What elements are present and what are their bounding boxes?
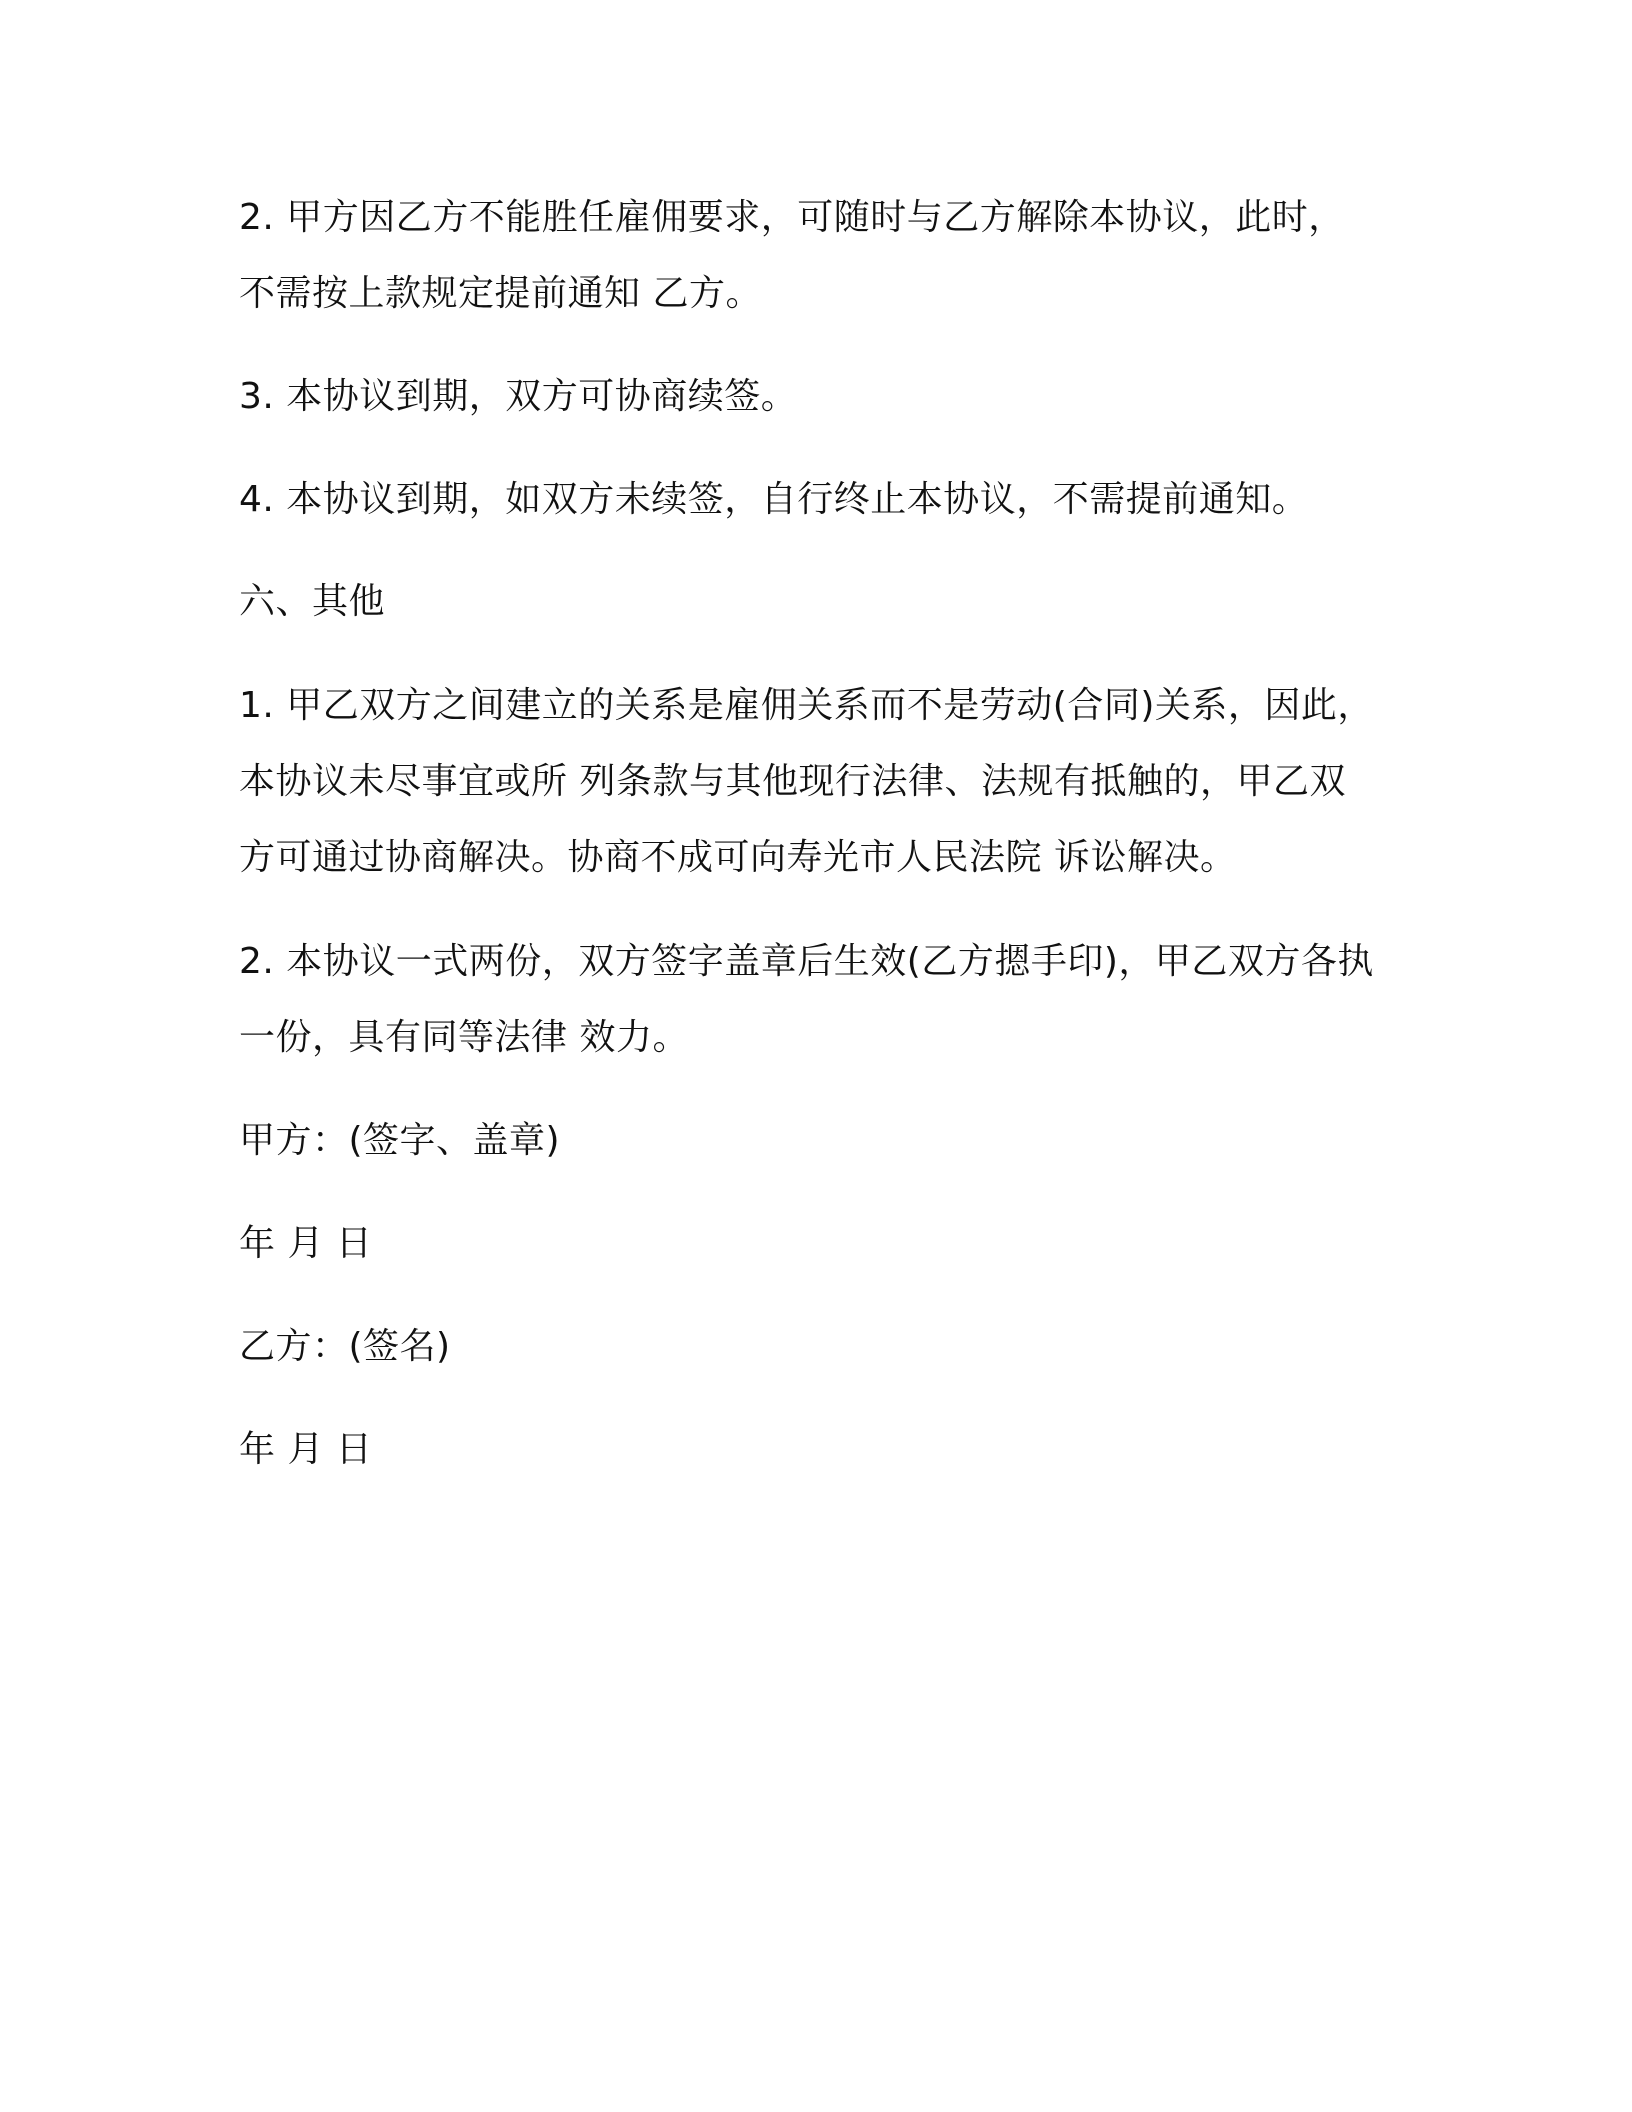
clause-6-1-line-2: 本协议未尽事宜或所 列条款与其他现行法律、法规有抵触的，甲乙双 (239, 761, 1346, 802)
clause-5-2-line-1: 2. 甲方因乙方不能胜任雇佣要求，可随时与乙方解除本协议，此时， (239, 197, 1345, 238)
clause-6-2-line-1: 2. 本协议一式两份，双方签字盖章后生效(乙方摁手印)，甲乙双方各执 (239, 941, 1374, 982)
clause-6-2-line-2: 一份，具有同等法律 效力。 (239, 1017, 689, 1058)
clause-6-1-line-3: 方可通过协商解决。协商不成可向寿光市人民法院 诉讼解决。 (239, 837, 1237, 878)
clause-5-4: 4. 本协议到期，如双方未续签，自行终止本协议，不需提前通知。 (239, 479, 1309, 520)
clause-6-1-line-1: 1. 甲乙双方之间建立的关系是雇佣关系而不是劳动(合同)关系，因此， (239, 685, 1374, 726)
clause-5-2-line-2: 不需按上款规定提前通知 乙方。 (239, 273, 762, 314)
party-a-signature-label: 甲方：(签字、盖章) (239, 1120, 561, 1161)
party-a-date-label: 年 月 日 (239, 1223, 373, 1264)
clause-5-3: 3. 本协议到期，双方可协商续签。 (239, 376, 798, 417)
party-b-date-label: 年 月 日 (239, 1429, 373, 1470)
party-b-signature-label: 乙方：(签名) (239, 1326, 451, 1367)
section-heading-other: 六、其他 (239, 581, 386, 622)
